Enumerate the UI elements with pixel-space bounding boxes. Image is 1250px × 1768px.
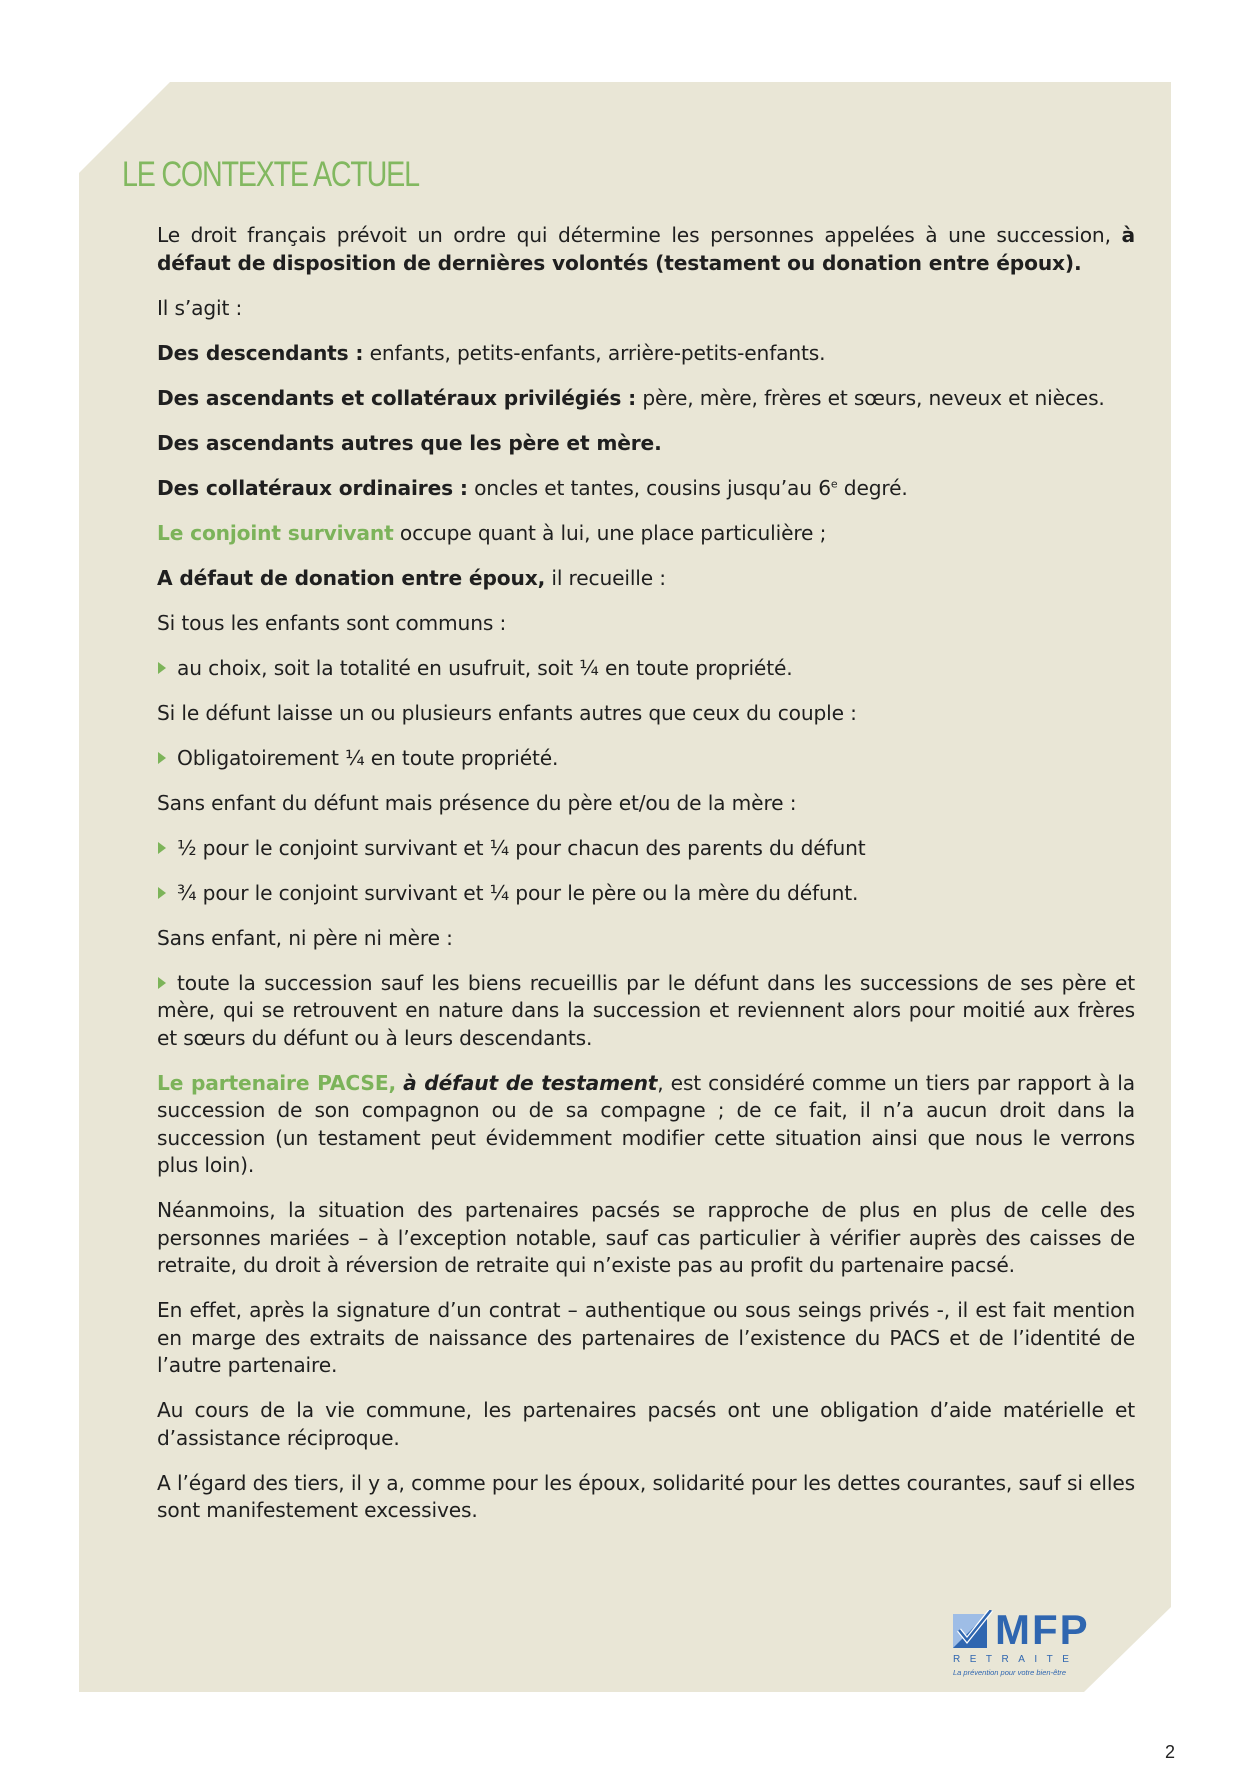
bullet-arrow-icon <box>158 977 166 989</box>
paragraph-bold-text: à défaut de disposition de dernières volontés (testament ou donation entre époux). <box>157 223 1135 275</box>
bullet-item <box>157 835 1135 863</box>
paragraph-label: Le conjoint survivant <box>157 520 394 545</box>
superscript: e <box>830 476 838 490</box>
logo-name: MFP <box>995 1606 1090 1653</box>
paragraph <box>157 520 1135 548</box>
paragraph-text: Le droit français prévoit un ordre qui détermine les personnes appelées à une succession, <box>157 223 1122 247</box>
bullet-text: au choix, soit la totalité en usufruit, soit ¼ en toute propriété. <box>177 655 793 680</box>
paragraph <box>157 295 1135 323</box>
paragraph <box>157 610 1135 638</box>
paragraph-text: enfants, petits-enfants, arrière-petits-enfants. <box>363 340 826 365</box>
bullet-text: Obligatoirement ¼ en toute propriété. <box>177 745 559 770</box>
bullet-arrow-icon <box>158 887 166 899</box>
paragraph-text: Sans enfant du défunt mais présence du père et/ou de la mère : <box>157 790 797 815</box>
paragraph <box>157 565 1135 593</box>
paragraph-bold-text: Des ascendants autres que les père et mère. <box>157 430 662 455</box>
paragraph-text: Sans enfant, ni père ni mère : <box>157 925 453 950</box>
paragraph-text: Néanmoins, la situation des partenaires pacsés se rapproche de plus en plus de celle des personnes mariées – à l’exception notable, sauf cas particulier à vérifier auprès des caisses de retraite, du droit à réversion de retraite qui n’existe pas au profit du partenaire pacsé. <box>157 1198 1135 1277</box>
paragraph-text: A l’égard des tiers, il y a, comme pour les époux, solidarité pour les dettes courantes, sauf si elles sont manifestement excessives. <box>157 1470 1135 1522</box>
paragraph <box>157 925 1135 953</box>
bullet-item <box>157 970 1135 1053</box>
paragraph <box>157 430 1135 458</box>
paragraph-text: En effet, après la signature d’un contrat – authentique ou sous seings privés -, il est fait mention en marge des extraits de naissance des partenaires de l’existence du PACS et de l’identité de l’autre partenaire. <box>157 1298 1135 1377</box>
paragraph-text: Il s’agit : <box>157 295 243 320</box>
paragraph-text: Si tous les enfants sont communs : <box>157 610 507 635</box>
paragraph-text: oncles et tantes, cousins jusqu’au 6 <box>467 475 831 500</box>
paragraph-text: , est considéré comme un tiers par rapport à la succession de son compagnon ou de sa compagne ; de ce fait, il n’a aucun droit dans la succession (un testament peut évidemment modifier cette situation ainsi que nous le verrons plus loin). <box>157 1070 1135 1177</box>
paragraph <box>157 790 1135 818</box>
bullet-item <box>157 745 1135 773</box>
page-number: 2 <box>1165 1742 1176 1762</box>
paragraph-text: père, mère, frères et sœurs, neveux et nièces. <box>636 385 1105 410</box>
logo-subtitle: RETRAITE <box>953 1654 1079 1665</box>
bullet-text: ½ pour le conjoint survivant et ¼ pour chacun des parents du défunt <box>177 835 866 860</box>
paragraph-label: Des collatéraux ordinaires : <box>157 475 468 500</box>
paragraph <box>157 1470 1135 1525</box>
paragraph-text: il recueille : <box>545 565 666 590</box>
paragraph <box>157 700 1135 728</box>
paragraph-label: Des ascendants et collatéraux privilégiés : <box>157 385 637 410</box>
paragraph <box>157 385 1135 413</box>
paragraph <box>157 1070 1135 1180</box>
bullet-arrow-icon <box>158 842 166 854</box>
mfp-logo <box>953 1606 1093 1680</box>
paragraph <box>157 1297 1135 1380</box>
logo-tagline: La prévention pour votre bien-être <box>953 1668 1066 1677</box>
bullet-text: toute la succession sauf les biens recueillis par le défunt dans les successions de ses père et mère, qui se retrouvent en nature dans la succession et reviennent alors pour moitié aux frères et sœurs du défunt ou à leurs descendants. <box>157 970 1135 1050</box>
paragraph-text: Si le défunt laisse un ou plusieurs enfants autres que ceux du couple : <box>157 700 857 725</box>
paragraph-emphasis: à défaut de testament <box>403 1070 658 1095</box>
paragraph <box>157 1397 1135 1452</box>
bullet-arrow-icon <box>158 752 166 764</box>
document-body <box>157 222 1135 1542</box>
paragraph <box>157 1197 1135 1280</box>
paragraph <box>157 222 1135 277</box>
paragraph <box>157 475 1135 503</box>
checkmark-logo-icon <box>953 1610 993 1650</box>
paragraph-text: degré. <box>837 475 908 500</box>
paragraph-text: Au cours de la vie commune, les partenaires pacsés ont une obligation d’aide matérielle et d’assistance réciproque. <box>157 1398 1135 1450</box>
bullet-item <box>157 655 1135 683</box>
paragraph <box>157 340 1135 368</box>
section-title: LE CONTEXTE ACTUEL <box>122 155 419 194</box>
bullet-text: ¾ pour le conjoint survivant et ¼ pour le père ou la mère du défunt. <box>177 880 859 905</box>
paragraph-label: Des descendants : <box>157 340 364 365</box>
paragraph-label: A défaut de donation entre époux, <box>157 565 546 590</box>
paragraph-label: Le partenaire PACSE, <box>157 1070 396 1095</box>
paragraph-text: occupe quant à lui, une place particulière ; <box>393 520 827 545</box>
bullet-item <box>157 880 1135 908</box>
bullet-arrow-icon <box>158 662 166 674</box>
